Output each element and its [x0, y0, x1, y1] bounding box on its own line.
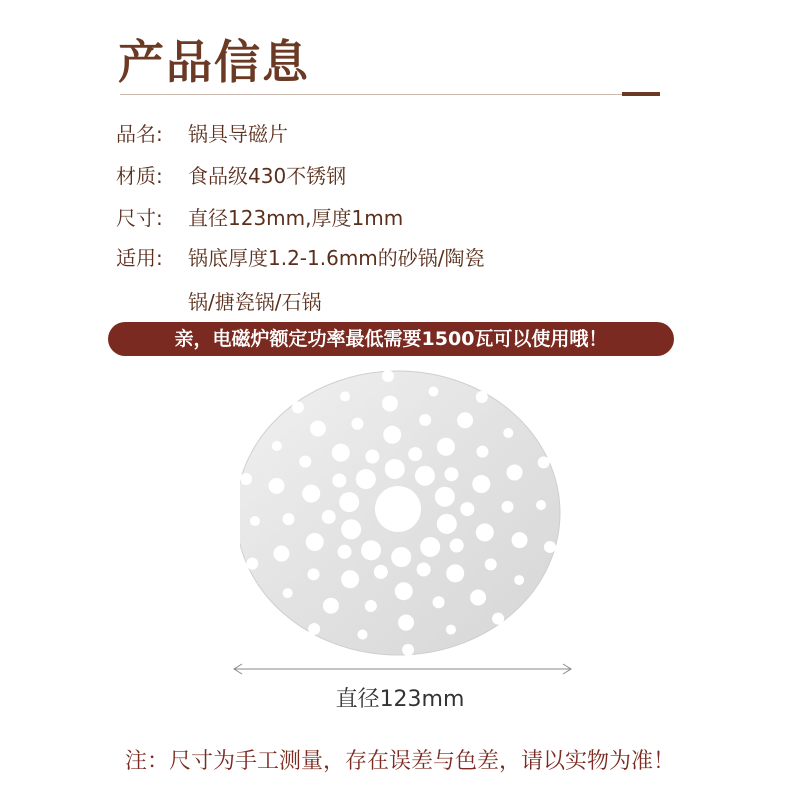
- spec-name: [116, 118, 288, 147]
- dimension-arrow: [230, 662, 575, 676]
- spec-name-label: 品名:: [116, 122, 163, 146]
- spec-usage: [116, 242, 485, 271]
- spec-material: [116, 160, 346, 189]
- heat-diffuser-plate-image: [240, 368, 580, 658]
- spec-name-value: 锅具导磁片: [188, 122, 288, 146]
- spec-usage-label: 适用:: [116, 246, 163, 270]
- spec-material-label: 材质:: [116, 164, 163, 188]
- dimension-label: 直径123mm: [335, 687, 465, 712]
- spec-usage-value: 锅底厚度1.2-1.6mm的砂锅/陶瓷: [188, 246, 485, 270]
- measurement-note: 注：尺寸为手工测量，存在误差与色差，请以实物为准！: [124, 749, 675, 774]
- spec-size: [116, 202, 403, 231]
- power-notice-banner: 亲，电磁炉额定功率最低需要1500瓦可以使用哦！: [108, 322, 674, 356]
- spec-size-value: 直径123mm,厚度1mm: [188, 206, 404, 230]
- page-title: 产品信息: [118, 35, 310, 89]
- title-divider: [120, 94, 660, 95]
- spec-size-label: 尺寸:: [116, 206, 163, 230]
- title-divider-accent: [622, 92, 660, 96]
- spec-material-value: 食品级430不锈钢: [188, 164, 347, 188]
- spec-usage-continuation: 锅/搪瓷锅/石锅: [188, 290, 322, 314]
